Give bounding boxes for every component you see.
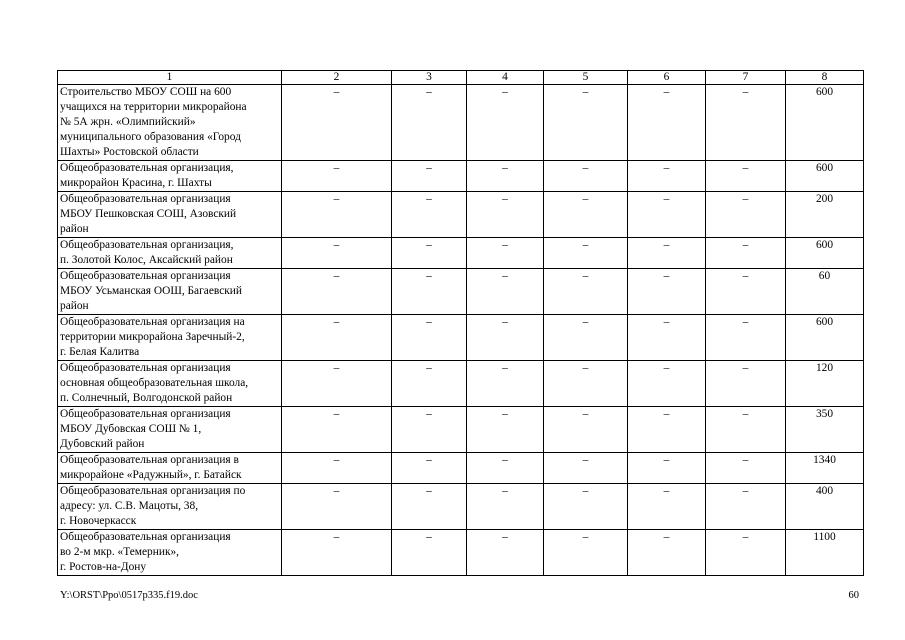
table-row [58, 453, 864, 484]
dash-cell: – [392, 530, 467, 576]
dash-cell: – [282, 484, 392, 530]
dash-cell: – [706, 238, 786, 269]
dash-cell: – [544, 361, 628, 407]
dash-cell: – [628, 85, 706, 161]
column-header: 2 [282, 71, 392, 85]
dash-cell: – [544, 530, 628, 576]
dash-cell: – [628, 530, 706, 576]
value-cell: 600 [786, 315, 864, 361]
dash-cell: – [467, 315, 544, 361]
dash-cell: – [392, 315, 467, 361]
dash-cell: – [544, 161, 628, 192]
dash-cell: – [282, 315, 392, 361]
dash-cell: – [544, 484, 628, 530]
object-name-cell: Общеобразовательная организация по адресу: ул. С.В. Мацоты, 38, г. Новочеркасск [58, 484, 282, 530]
object-name-cell: Общеобразовательная организация МБОУ Пешковская СОШ, Азовский район [58, 192, 282, 238]
dash-cell: – [467, 407, 544, 453]
dash-cell: – [467, 453, 544, 484]
dash-cell: – [544, 269, 628, 315]
table-row [58, 530, 864, 576]
object-name-cell: Строительство МБОУ СОШ на 600 учащихся на территории микрорайона № 5А жрн. «Олимпийский» муниципального образования «Город Шахты» Ростовской области [58, 85, 282, 161]
column-header: 3 [392, 71, 467, 85]
table-row [58, 484, 864, 530]
header-row [58, 71, 864, 85]
dash-cell: – [392, 269, 467, 315]
table-row [58, 161, 864, 192]
dash-cell: – [282, 192, 392, 238]
dash-cell: – [706, 361, 786, 407]
dash-cell: – [706, 453, 786, 484]
value-cell: 600 [786, 238, 864, 269]
dash-cell: – [282, 238, 392, 269]
dash-cell: – [392, 85, 467, 161]
footer-page-number: 60 [848, 590, 859, 601]
object-name-cell: Общеобразовательная организация на территории микрорайона Заречный-2, г. Белая Калитва [58, 315, 282, 361]
dash-cell: – [467, 361, 544, 407]
dash-cell: – [706, 192, 786, 238]
dash-cell: – [282, 269, 392, 315]
value-cell: 200 [786, 192, 864, 238]
dash-cell: – [282, 407, 392, 453]
dash-cell: – [628, 238, 706, 269]
dash-cell: – [706, 315, 786, 361]
dash-cell: – [706, 484, 786, 530]
object-name-cell: Общеобразовательная организация в микрорайоне «Радужный», г. Батайск [58, 453, 282, 484]
dash-cell: – [628, 192, 706, 238]
table-row [58, 315, 864, 361]
value-cell: 60 [786, 269, 864, 315]
dash-cell: – [467, 192, 544, 238]
object-name-cell: Общеобразовательная организация МБОУ Усьманская ООШ, Багаевский район [58, 269, 282, 315]
object-name-cell: Общеобразовательная организация МБОУ Дубовская СОШ № 1, Дубовский район [58, 407, 282, 453]
dash-cell: – [392, 161, 467, 192]
table-row [58, 238, 864, 269]
table-row [58, 85, 864, 161]
data-table [57, 70, 864, 576]
dash-cell: – [282, 361, 392, 407]
value-cell: 600 [786, 161, 864, 192]
dash-cell: – [392, 453, 467, 484]
value-cell: 400 [786, 484, 864, 530]
table-row [58, 361, 864, 407]
object-name-cell: Общеобразовательная организация основная общеобразовательная школа, п. Солнечный, Волгодонской район [58, 361, 282, 407]
dash-cell: – [544, 192, 628, 238]
column-header: 6 [628, 71, 706, 85]
column-header: 8 [786, 71, 864, 85]
column-header: 7 [706, 71, 786, 85]
dash-cell: – [467, 238, 544, 269]
dash-cell: – [628, 484, 706, 530]
dash-cell: – [628, 269, 706, 315]
value-cell: 600 [786, 85, 864, 161]
dash-cell: – [706, 85, 786, 161]
dash-cell: – [392, 192, 467, 238]
dash-cell: – [544, 453, 628, 484]
dash-cell: – [467, 161, 544, 192]
dash-cell: – [628, 453, 706, 484]
dash-cell: – [282, 161, 392, 192]
dash-cell: – [392, 484, 467, 530]
dash-cell: – [467, 269, 544, 315]
object-name-cell: Общеобразовательная организация, микрорайон Красина, г. Шахты [58, 161, 282, 192]
table-row [58, 269, 864, 315]
dash-cell: – [544, 238, 628, 269]
value-cell: 350 [786, 407, 864, 453]
dash-cell: – [392, 361, 467, 407]
dash-cell: – [467, 530, 544, 576]
dash-cell: – [706, 530, 786, 576]
dash-cell: – [544, 315, 628, 361]
footer-file-path: Y:\ORST\Ppo\0517p335.f19.doc [60, 590, 198, 601]
dash-cell: – [282, 453, 392, 484]
value-cell: 1100 [786, 530, 864, 576]
table-row [58, 192, 864, 238]
value-cell: 1340 [786, 453, 864, 484]
column-header: 5 [544, 71, 628, 85]
dash-cell: – [628, 407, 706, 453]
dash-cell: – [706, 269, 786, 315]
dash-cell: – [544, 85, 628, 161]
dash-cell: – [467, 484, 544, 530]
object-name-cell: Общеобразовательная организация, п. Золотой Колос, Аксайский район [58, 238, 282, 269]
dash-cell: – [706, 407, 786, 453]
table-row [58, 407, 864, 453]
object-name-cell: Общеобразовательная организация во 2-м мкр. «Темерник», г. Ростов-на-Дону [58, 530, 282, 576]
value-cell: 120 [786, 361, 864, 407]
dash-cell: – [628, 315, 706, 361]
dash-cell: – [628, 161, 706, 192]
dash-cell: – [392, 407, 467, 453]
dash-cell: – [628, 361, 706, 407]
column-header: 1 [58, 71, 282, 85]
dash-cell: – [282, 85, 392, 161]
dash-cell: – [392, 238, 467, 269]
column-header: 4 [467, 71, 544, 85]
dash-cell: – [282, 530, 392, 576]
dash-cell: – [706, 161, 786, 192]
dash-cell: – [544, 407, 628, 453]
dash-cell: – [467, 85, 544, 161]
